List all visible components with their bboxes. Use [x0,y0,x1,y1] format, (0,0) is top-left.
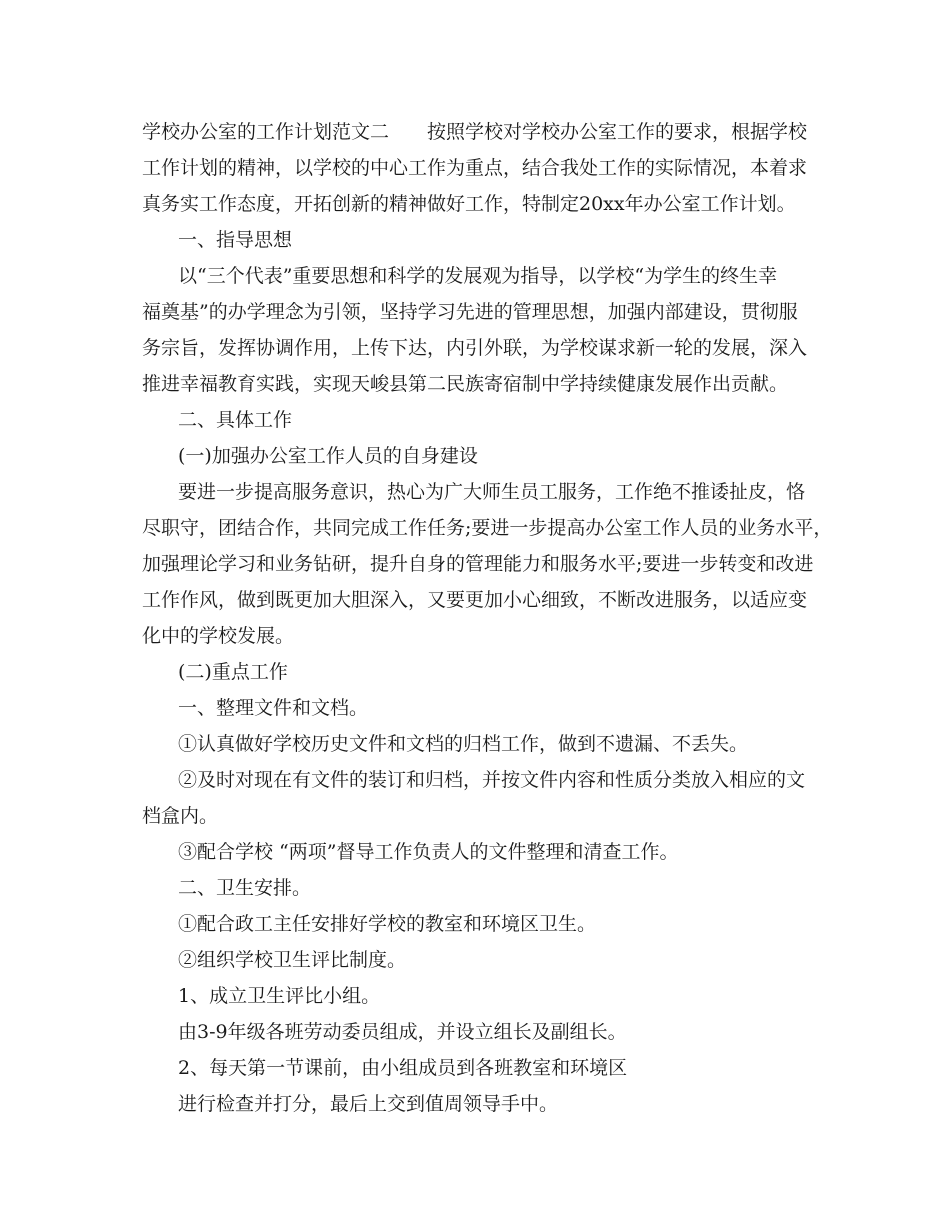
section-heading: 二、卫生安排。 [178,877,312,899]
section-heading: 一、整理文件和文档。 [178,697,369,719]
paragraph-line: 工作作风，做到既更加大胆深入，又要更加小心细致，不断改进服务，以适应变 [142,589,808,611]
paragraph-line: 要进一步提高服务意识，热心为广大师生员工服务，工作绝不推诿扯皮，恪 [178,481,806,503]
paragraph-line: 尽职守，团结合作，共同完成工作任务;要进一步提高办公室工作人员的业务水平， [142,517,833,539]
paragraph-line: 进行检查并打分，最后上交到值周领导手中。 [178,1093,559,1115]
paragraph-line: 推进幸福教育实践，实现天峻县第二民族寄宿制中学持续健康发展作出贡献。 [142,373,789,395]
paragraph-line: 学校办公室的工作计划范文二 按照学校对学校办公室工作的要求，根据学校 [142,121,808,143]
list-item: ①认真做好学校历史文件和文档的归档工作，做到不遗漏、不丢失。 [178,733,749,755]
list-item: 1、成立卫生评比小组。 [178,985,381,1007]
paragraph-line: 工作计划的精神，以学校的中心工作为重点，结合我处工作的实际情况，本着求 [142,157,808,179]
paragraph-line: 务宗旨，发挥协调作用，上传下达，内引外联，为学校谋求新一轮的发展，深入 [142,337,808,359]
list-item: ①配合政工主任安排好学校的教室和环境区卫生。 [178,913,597,935]
paragraph-line: 加强理论学习和业务钻研，提升自身的管理能力和服务水平;要进一步转变和改进 [142,553,814,575]
list-item: ③配合学校 “两项”督导工作负责人的文件整理和清查工作。 [178,841,679,863]
list-item: 2、每天第一节课前，由小组成员到各班教室和环境区 [178,1057,628,1079]
paragraph-line: 以“三个代表”重要思想和科学的发展观为指导，以学校“为学生的终生幸 [178,265,778,287]
list-item: ②及时对现在有文件的装订和归档，并按文件内容和性质分类放入相应的文 [178,769,806,791]
paragraph-line: 化中的学校发展。 [142,625,295,647]
paragraph-line: 真务实工作态度，开拓创新的精神做好工作，特制定20xx年办公室工作计划。 [142,193,796,215]
paragraph-line: 由3-9年级各班劳动委员组成，并设立组长及副组长。 [178,1021,627,1043]
list-item: ②组织学校卫生评比制度。 [178,949,407,971]
subsection-heading: (一)加强办公室工作人员的自身建设 [178,445,478,467]
paragraph-line: 福奠基”的办学理念为引领，坚持学习先进的管理思想，加强内部建设，贯彻服 [142,301,798,323]
section-heading: 一、指导思想 [178,229,293,251]
paragraph-line: 档盒内。 [142,805,219,827]
subsection-heading: (二)重点工作 [178,661,288,683]
section-heading: 二、具体工作 [178,409,293,431]
